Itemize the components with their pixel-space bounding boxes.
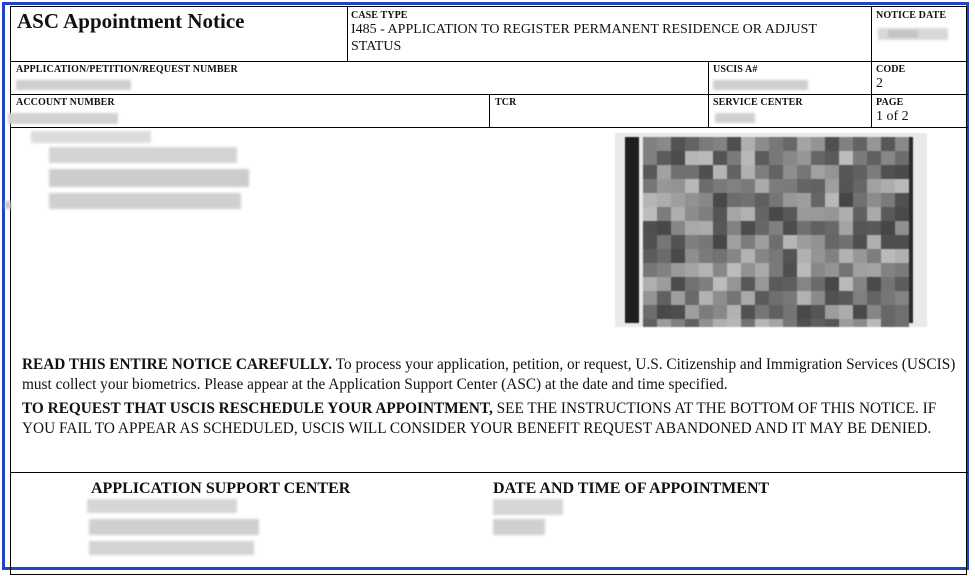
notice-p1-bold: READ THIS ENTIRE NOTICE CAREFULLY. bbox=[22, 356, 333, 373]
receipt-number-redacted bbox=[16, 78, 136, 92]
page-value: 1 of 2 bbox=[876, 109, 909, 124]
account-number-redacted bbox=[8, 112, 128, 126]
notice-p1-text: To process your application, petition, or request, U.S. Citizenship and Immigration Services (USCIS) must collect your biometrics. Please appear at the Application Support Center (ASC) at the date and time specified. bbox=[22, 356, 956, 393]
notice-date-redacted bbox=[878, 26, 948, 44]
service-center-cell bbox=[713, 97, 868, 108]
receipt-number-cell bbox=[16, 64, 706, 75]
service-center-redacted bbox=[713, 111, 763, 125]
appointment-datetime-redacted bbox=[493, 499, 573, 539]
asc-address-redacted bbox=[87, 499, 267, 561]
notice-paragraph-1 bbox=[22, 355, 957, 395]
service-center-label: SERVICE CENTER bbox=[713, 97, 803, 108]
notice-paragraph-2 bbox=[22, 399, 957, 439]
case-type-cell bbox=[351, 10, 866, 55]
uscis-a-number-cell bbox=[713, 64, 868, 75]
code-value: 2 bbox=[876, 76, 883, 91]
case-type-value: I485 - APPLICATION TO REGISTER PERMANENT RESIDENCE OR ADJUST STATUS bbox=[351, 22, 817, 54]
uscis-a-number-redacted bbox=[713, 78, 813, 92]
notice-date-label: NOTICE DATE bbox=[876, 10, 947, 21]
uscis-a-number-label: USCIS A# bbox=[713, 64, 758, 75]
tcr-cell bbox=[495, 97, 705, 108]
asc-heading: APPLICATION SUPPORT CENTER bbox=[91, 480, 351, 497]
account-number-cell bbox=[16, 97, 486, 108]
notice-title: ASC Appointment Notice bbox=[17, 9, 245, 33]
code-label: CODE bbox=[876, 64, 906, 75]
tcr-label: TCR bbox=[495, 97, 517, 108]
account-number-label: ACCOUNT NUMBER bbox=[16, 97, 115, 108]
page-cell bbox=[876, 97, 966, 125]
mailing-address-redacted bbox=[5, 131, 265, 215]
receipt-number-label: APPLICATION/PETITION/REQUEST NUMBER bbox=[16, 64, 238, 75]
page-label: PAGE bbox=[876, 97, 904, 108]
qr-code-icon bbox=[615, 133, 927, 327]
datetime-heading: DATE AND TIME OF APPOINTMENT bbox=[493, 480, 770, 497]
notice-p2-text: SEE THE INSTRUCTIONS AT THE BOTTOM OF THIS NOTICE. IF YOU FAIL TO APPEAR AS SCHEDULED, USCIS WILL CONSIDER YOUR BENEFIT REQUEST ABANDONED AND IT MAY BE DENIED. bbox=[22, 400, 937, 437]
code-cell bbox=[876, 64, 966, 92]
case-type-label: CASE TYPE bbox=[351, 10, 408, 21]
asc-notice-document bbox=[10, 6, 967, 575]
notice-date-cell bbox=[876, 10, 966, 21]
notice-p2-bold: TO REQUEST THAT USCIS RESCHEDULE YOUR APPOINTMENT, bbox=[22, 400, 493, 417]
